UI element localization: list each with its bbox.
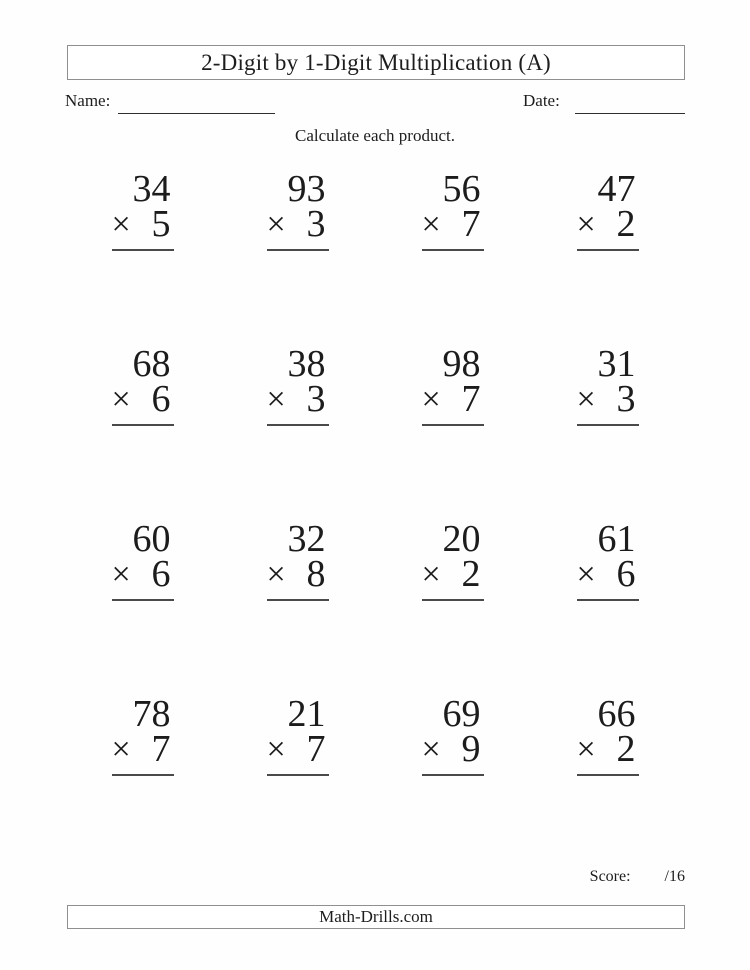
multiplier-row [266, 553, 329, 595]
multiplier-row [266, 728, 329, 770]
multiplication-problem-14 [266, 693, 329, 776]
multiplier-row [421, 203, 484, 245]
multiplication-problem-7 [421, 343, 484, 426]
answer-line[interactable] [422, 599, 484, 601]
name-label: Name: [65, 91, 111, 110]
page-title: 2-Digit by 1-Digit Multiplication (A) [201, 49, 551, 75]
multiplication-problem-4 [576, 168, 639, 251]
score-blank: /16 [664, 868, 685, 885]
multiplication-problem-11 [421, 518, 484, 601]
multiplicand: 32 [287, 518, 326, 560]
multiplicand: 21 [287, 693, 326, 735]
multiplication-problem-6 [266, 343, 329, 426]
score-label: Score: [589, 868, 631, 885]
multiplicand: 98 [442, 343, 481, 385]
multiplication-problem-8 [576, 343, 639, 426]
multiplier-row [266, 378, 329, 420]
answer-line[interactable] [577, 249, 639, 251]
date-input-line[interactable] [575, 113, 685, 114]
multiply-icon: × [421, 206, 441, 243]
multiplier: 2 [616, 728, 636, 770]
multiply-icon: × [266, 381, 286, 418]
multiplier-row [111, 728, 174, 770]
answer-line[interactable] [267, 424, 329, 426]
multiplier: 2 [461, 553, 481, 595]
multiplier-row [421, 553, 484, 595]
footer-brand: Math-Drills.com [319, 907, 433, 926]
multiply-icon: × [111, 731, 131, 768]
multiplier-row [576, 378, 639, 420]
multiply-icon: × [266, 731, 286, 768]
multiplication-problem-13 [111, 693, 174, 776]
instruction-text: Calculate each product. [294, 126, 455, 145]
multiply-icon: × [421, 731, 441, 768]
answer-line[interactable] [577, 774, 639, 776]
title-box [67, 45, 685, 80]
problems-grid [65, 168, 685, 872]
score-row [590, 868, 685, 886]
multiplier-row [421, 378, 484, 420]
multiplicand: 93 [287, 168, 326, 210]
multiplier: 5 [151, 203, 171, 245]
multiplier: 9 [461, 728, 481, 770]
multiplier: 6 [616, 553, 636, 595]
multiply-icon: × [266, 206, 286, 243]
multiplication-problem-16 [576, 693, 639, 776]
answer-line[interactable] [267, 599, 329, 601]
multiplier-row [111, 203, 174, 245]
multiplier-row [421, 728, 484, 770]
multiplication-problem-1 [111, 168, 174, 251]
multiplicand: 66 [597, 693, 636, 735]
multiplicand: 31 [597, 343, 636, 385]
answer-line[interactable] [422, 249, 484, 251]
multiplier: 3 [306, 378, 326, 420]
multiplicand: 69 [442, 693, 481, 735]
multiplier: 6 [151, 553, 171, 595]
multiply-icon: × [576, 556, 596, 593]
multiplier: 7 [461, 203, 481, 245]
multiply-icon: × [421, 556, 441, 593]
multiplicand: 34 [132, 168, 171, 210]
multiplication-problem-3 [421, 168, 484, 251]
multiplier-row [576, 553, 639, 595]
answer-line[interactable] [422, 774, 484, 776]
answer-line[interactable] [422, 424, 484, 426]
answer-line[interactable] [112, 774, 174, 776]
multiplicand: 68 [132, 343, 171, 385]
multiplication-problem-12 [576, 518, 639, 601]
answer-line[interactable] [577, 424, 639, 426]
multiplication-problem-5 [111, 343, 174, 426]
answer-line[interactable] [112, 599, 174, 601]
multiplier-row [266, 203, 329, 245]
multiplier: 3 [306, 203, 326, 245]
multiplier: 2 [616, 203, 636, 245]
footer-box [67, 905, 685, 929]
multiplicand: 60 [132, 518, 171, 560]
answer-line[interactable] [577, 599, 639, 601]
multiplication-problem-2 [266, 168, 329, 251]
multiplier: 7 [461, 378, 481, 420]
answer-line[interactable] [112, 249, 174, 251]
multiplier-row [111, 378, 174, 420]
multiplier: 8 [306, 553, 326, 595]
multiplication-problem-15 [421, 693, 484, 776]
multiplicand: 20 [442, 518, 481, 560]
multiply-icon: × [576, 206, 596, 243]
date-label: Date: [523, 91, 560, 110]
multiplier: 7 [306, 728, 326, 770]
answer-line[interactable] [267, 249, 329, 251]
multiply-icon: × [576, 731, 596, 768]
multiplier: 7 [151, 728, 171, 770]
multiplicand: 38 [287, 343, 326, 385]
multiplicand: 61 [597, 518, 636, 560]
name-date-row [65, 91, 685, 117]
multiplier-row [111, 553, 174, 595]
name-input-line[interactable] [118, 113, 275, 114]
multiplication-problem-10 [266, 518, 329, 601]
multiply-icon: × [266, 556, 286, 593]
multiply-icon: × [111, 556, 131, 593]
multiplicand: 56 [442, 168, 481, 210]
answer-line[interactable] [267, 774, 329, 776]
multiplicand: 78 [132, 693, 171, 735]
multiply-icon: × [421, 381, 441, 418]
multiplier-row [576, 203, 639, 245]
answer-line[interactable] [112, 424, 174, 426]
multiplicand: 47 [597, 168, 636, 210]
multiplier: 3 [616, 378, 636, 420]
multiplier: 6 [151, 378, 171, 420]
multiplier-row [576, 728, 639, 770]
multiply-icon: × [576, 381, 596, 418]
multiplication-problem-9 [111, 518, 174, 601]
multiply-icon: × [111, 206, 131, 243]
multiply-icon: × [111, 381, 131, 418]
